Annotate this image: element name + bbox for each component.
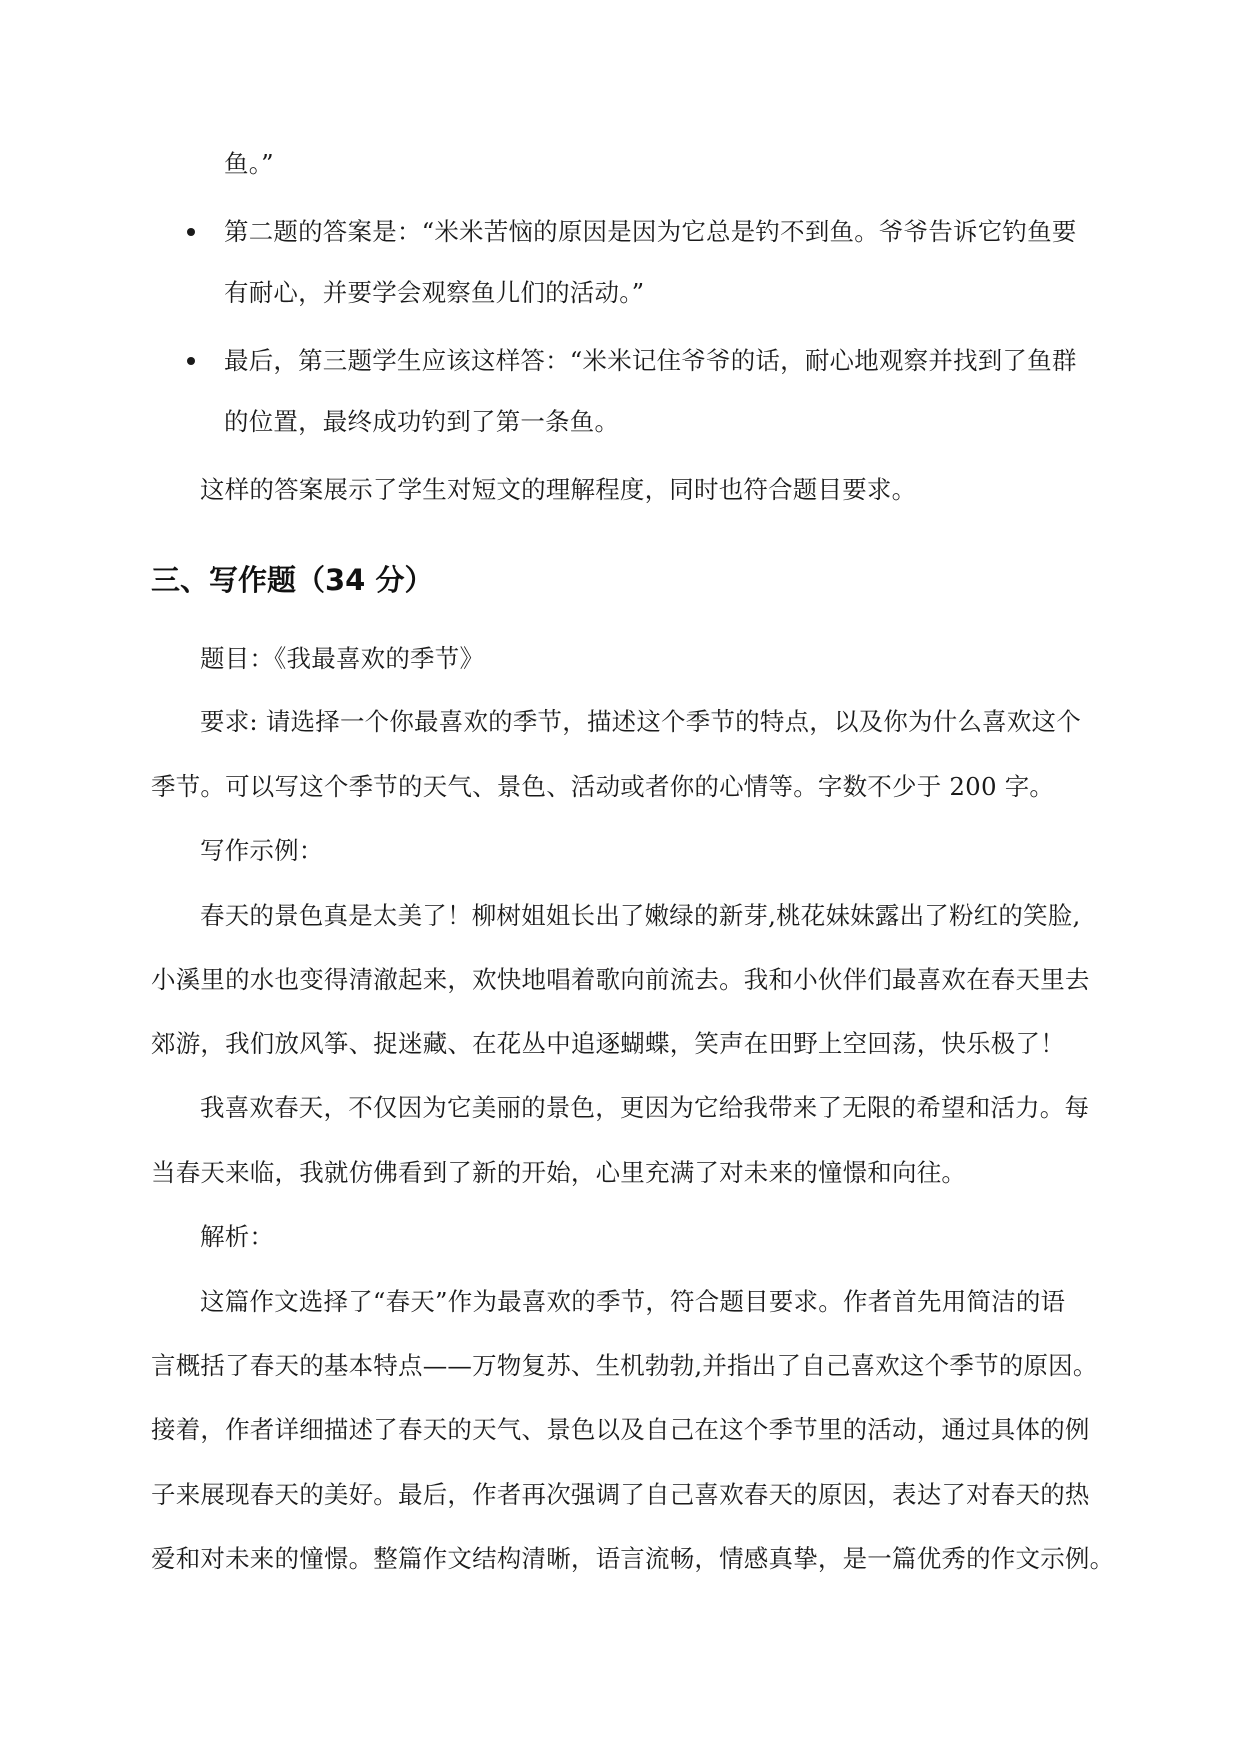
example-paragraph-2-line: 当春天来临，我就仿佛看到了新的开始，心里充满了对未来的憧憬和向往。 <box>151 1158 967 1187</box>
analysis-line: 爱和对未来的憧憬。整篇作文结构清晰，语言流畅，情感真挚，是一篇优秀的作文示例。 <box>151 1544 1115 1573</box>
writing-requirement-line2: 季节。可以写这个季节的天气、景色、活动或者你的心情等。字数不少于 200 字。 <box>151 772 1055 801</box>
analysis-line: 子来展现春天的美好。最后，作者再次强调了自己喜欢春天的原因，表达了对春天的热 <box>151 1480 1090 1509</box>
example-paragraph-1-line: 春天的景色真是太美了！柳树姐姐长出了嫩绿的新芽,桃花妹妹露出了粉红的笑脸, <box>200 901 1081 930</box>
writing-topic: 题目：《我最喜欢的季节》 <box>200 644 485 673</box>
analysis-line: 这篇作文选择了“春天”作为最喜欢的季节，符合题目要求。作者首先用简洁的语 <box>200 1287 1066 1316</box>
answer-first-tail: 鱼。” <box>224 149 274 178</box>
analysis-label: 解析： <box>200 1222 275 1251</box>
analysis-line: 言概括了春天的基本特点——万物复苏、生机勃勃,并指出了自己喜欢这个季节的原因。 <box>151 1351 1098 1380</box>
answer-second-line1: 第二题的答案是：“米米苦恼的原因是因为它总是钓不到鱼。爷爷告诉它钓鱼要 <box>224 217 1077 246</box>
writing-example-label: 写作示例： <box>200 836 324 865</box>
answer-third-line2: 的位置，最终成功钓到了第一条鱼。 <box>224 407 620 436</box>
answers-summary: 这样的答案展示了学生对短文的理解程度，同时也符合题目要求。 <box>200 475 917 504</box>
bullet-icon <box>187 357 195 365</box>
section-heading-writing: 三、写作题（34 分） <box>151 563 434 597</box>
writing-requirement-line1: 要求: 请选择一个你最喜欢的季节，描述这个季节的特点，以及你为什么喜欢这个 <box>200 707 1081 736</box>
answer-third-line1: 最后，第三题学生应该这样答：“米米记住爷爷的话，耐心地观察并找到了鱼群 <box>224 346 1077 375</box>
example-paragraph-1-line: 郊游，我们放风筝、捉迷藏、在花丛中追逐蝴蝶，笑声在田野上空回荡，快乐极了！ <box>151 1029 1065 1058</box>
answer-second-line2: 有耐心，并要学会观察鱼儿们的活动。” <box>224 278 645 307</box>
example-paragraph-1-line: 小溪里的水也变得清澈起来，欢快地唱着歌向前流去。我和小伙伴们最喜欢在春天里去 <box>151 965 1090 994</box>
bullet-icon <box>187 228 195 236</box>
example-paragraph-2-line: 我喜欢春天，不仅因为它美丽的景色，更因为它给我带来了无限的希望和活力。每 <box>200 1093 1090 1122</box>
analysis-line: 接着，作者详细描述了春天的天气、景色以及自己在这个季节里的活动，通过具体的例 <box>151 1415 1090 1444</box>
